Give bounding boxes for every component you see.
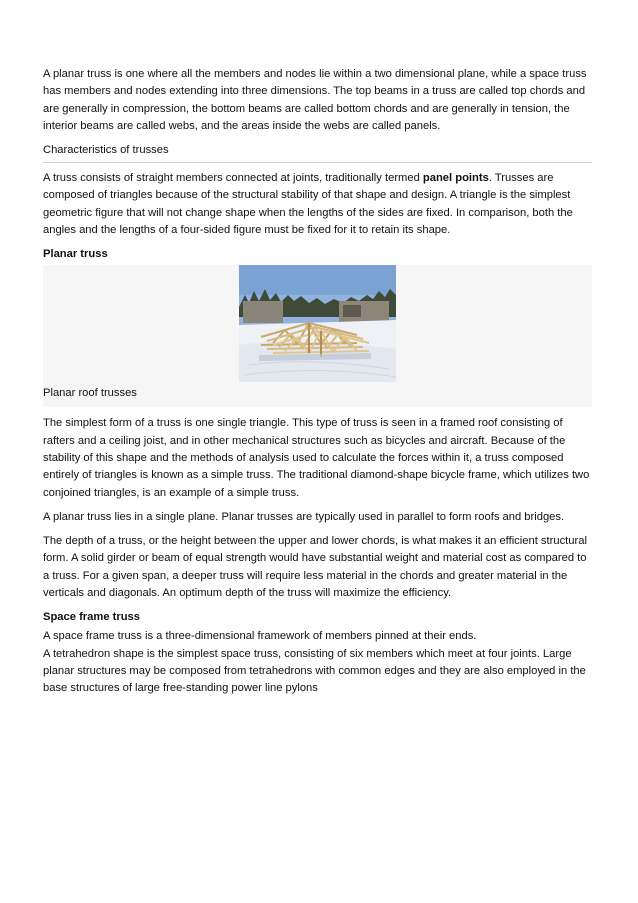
space-frame-line-1: A space frame truss is a three-dimensional framework of members pinned at their ends. <box>43 630 477 643</box>
characteristics-paragraph <box>43 170 592 239</box>
characteristics-text-end: . Trusses are composed of triangles because of the structural stability of that shape and design. A triangle is the simplest geometric figure that will not change shape when the lengths of the sides are fixed. In comparison, both the angles and the lengths of a four-sided figure must be fixed for it to retain its shape. <box>43 172 573 237</box>
roof-trusses-photo <box>239 265 396 382</box>
figure-caption: Planar roof trusses <box>43 387 137 400</box>
planar-truss-heading: Planar truss <box>43 248 108 261</box>
intro-paragraph: A planar truss is one where all the members and nodes lie within a two dimensional plane, while a space truss has members and nodes extending into three dimensions. The top beams in a truss are called top chords and are generally in compression, the bottom beams are called bottom chords and are generally in tension, the interior beams are called webs, and the areas inside the webs are called panels. <box>43 68 587 132</box>
planar-paragraph-3: The depth of a truss, or the height between the upper and lower chords, is what makes it an efficient structural form. A solid girder or beam of equal strength would have substantial weight and material cost as compared to a truss. For a given span, a deeper truss will require less material in the chords and greater material in the verticals and diagonals. An optimum depth of the truss will maximize the efficiency. <box>43 535 587 600</box>
figure-container <box>43 265 592 407</box>
space-frame-truss-heading: Space frame truss <box>43 611 141 624</box>
planar-paragraph-2: A planar truss lies in a single plane. Planar trusses are typically used in parallel to form roofs and bridges. <box>43 510 565 523</box>
planar-paragraph-1: The simplest form of a truss is one single triangle. This type of truss is seen in a framed roof consisting of rafters and a ceiling joist, and in other mechanical structures such as bicycles and aircraft. Because of the stability of this shape and the methods of analysis used to calculate the forces within it, a truss composed entirely of triangles is known as a simple truss. The traditional diamond-shape bicycle frame, which utilizes two conjoined triangles, is an example of a simple truss. <box>43 417 590 499</box>
space-frame-paragraph: A tetrahedron shape is the simplest space truss, consisting of six members which meet at four joints. Large planar structures may be composed from tetrahedrons with common edges and they are also employed in the base structures of large free-standing power line pylons <box>43 647 586 695</box>
section-label-characteristics: Characteristics of trusses <box>43 142 592 163</box>
panel-points-term: panel points <box>422 172 489 185</box>
characteristics-text-start: A truss consists of straight members connected at joints, traditionally termed <box>43 172 423 185</box>
